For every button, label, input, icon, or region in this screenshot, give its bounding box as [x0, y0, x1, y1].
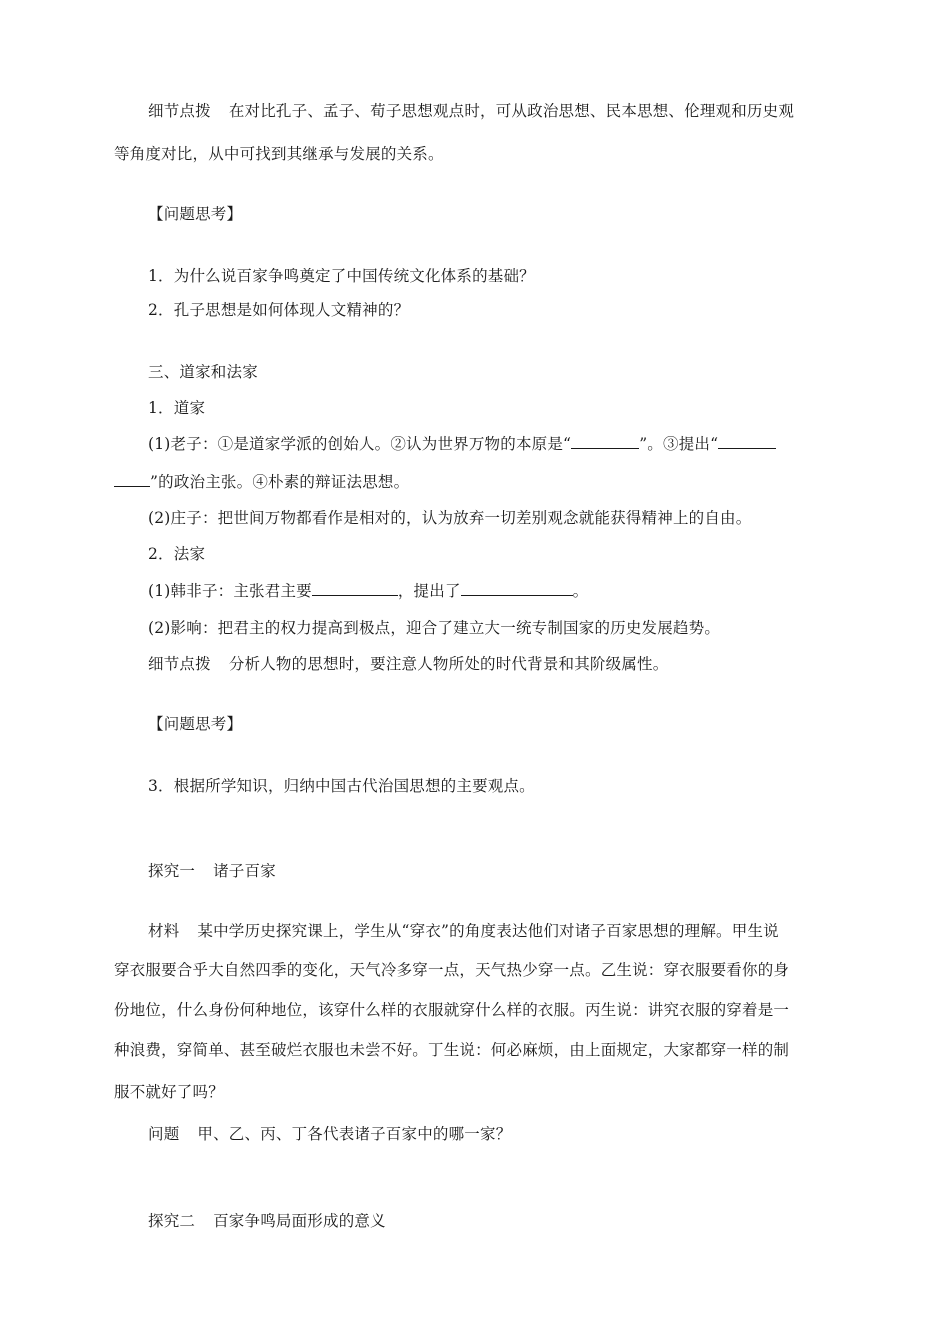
fill-blank[interactable] [718, 434, 776, 449]
hanfeizi-text-c: 。 [572, 582, 589, 600]
tip-paragraph-line-1 [148, 101, 794, 121]
material-line [148, 921, 779, 941]
tip-paragraph-line-2: 等角度对比，从中可找到其继承与发展的关系。 [114, 145, 444, 163]
zhuangzi-line: (2)庄子：把世间万物都看作是相对的，认为放弃一切差别观念就能获得精神上的自由。 [148, 509, 752, 527]
fill-blank[interactable] [312, 581, 398, 596]
hanfeizi-line [148, 581, 588, 601]
section-title: 三、道家和法家 [148, 363, 258, 381]
question-item: 2．孔子思想是如何体现人文精神的？ [148, 301, 410, 319]
explore-title: 百家争鸣局面形成的意义 [213, 1212, 386, 1230]
hanfeizi-text-a: (1)韩非子：主张君主要 [148, 582, 312, 600]
question-item: 3．根据所学知识，归纳中国古代治国思想的主要观点。 [148, 777, 535, 795]
laozi-line-1 [148, 434, 776, 454]
hanfeizi-text-b: ，提出了 [397, 582, 461, 600]
explore-label: 探究一 [148, 862, 196, 880]
explore-heading-2 [148, 1211, 386, 1231]
fill-blank[interactable] [461, 581, 573, 596]
tip-text-line-1: 在对比孔子、孟子、荀子思想观点时，可从政治思想、民本思想、伦理观和历史观 [228, 102, 795, 120]
material-line: 种浪费，穿简单、甚至破烂衣服也未尝不好。丁生说：何必麻烦，由上面规定，大家都穿一样的制 [114, 1041, 790, 1059]
tip-label: 细节点拨 [148, 655, 211, 673]
laozi-text-a: (1)老子：①是道家学派的创始人。②认为世界万物的本原是“ [148, 435, 572, 453]
material-label: 材料 [148, 922, 180, 940]
subsection-heading-fajia: 2．法家 [148, 545, 206, 563]
explore-heading-1 [148, 861, 276, 881]
fill-blank[interactable] [571, 434, 639, 449]
material-line: 穿衣服要合乎大自然四季的变化，天气冷多穿一点，天气热少穿一点。乙生说：穿衣服要看你的身 [114, 961, 790, 979]
laozi-text-c: ”的政治主张。④朴素的辩证法思想。 [150, 473, 410, 491]
question-heading: 【问题思考】 [148, 205, 243, 223]
question-text: 甲、乙、丙、丁各代表诸子百家中的哪一家？ [197, 1125, 512, 1143]
explore-title: 诸子百家 [213, 862, 276, 880]
explore-question-line [148, 1124, 511, 1144]
explore-label: 探究二 [148, 1212, 196, 1230]
tip-paragraph-2 [148, 654, 668, 674]
question-label: 问题 [148, 1125, 180, 1143]
material-line: 份地位，什么身份何种地位，该穿什么样的衣服就穿什么样的衣服。丙生说：讲究衣服的穿着是一 [114, 1001, 790, 1019]
tip-label: 细节点拨 [148, 102, 211, 120]
subsection-heading-daojia: 1．道家 [148, 399, 206, 417]
fill-blank[interactable] [114, 472, 150, 487]
material-text: 某中学历史探究课上，学生从“穿衣”的角度表达他们对诸子百家思想的理解。甲生说 [197, 922, 779, 940]
influence-line: (2)影响：把君主的权力提高到极点，迎合了建立大一统专制国家的历史发展趋势。 [148, 619, 721, 637]
laozi-line-2 [114, 472, 409, 492]
tip-text: 分析人物的思想时，要注意人物所处的时代背景和其阶级属性。 [228, 655, 669, 673]
question-item: 1．为什么说百家争鸣奠定了中国传统文化体系的基础？ [148, 267, 535, 285]
question-heading: 【问题思考】 [148, 715, 243, 733]
laozi-text-b: ”。③提出“ [639, 435, 719, 453]
material-line: 服不就好了吗？ [114, 1083, 224, 1101]
